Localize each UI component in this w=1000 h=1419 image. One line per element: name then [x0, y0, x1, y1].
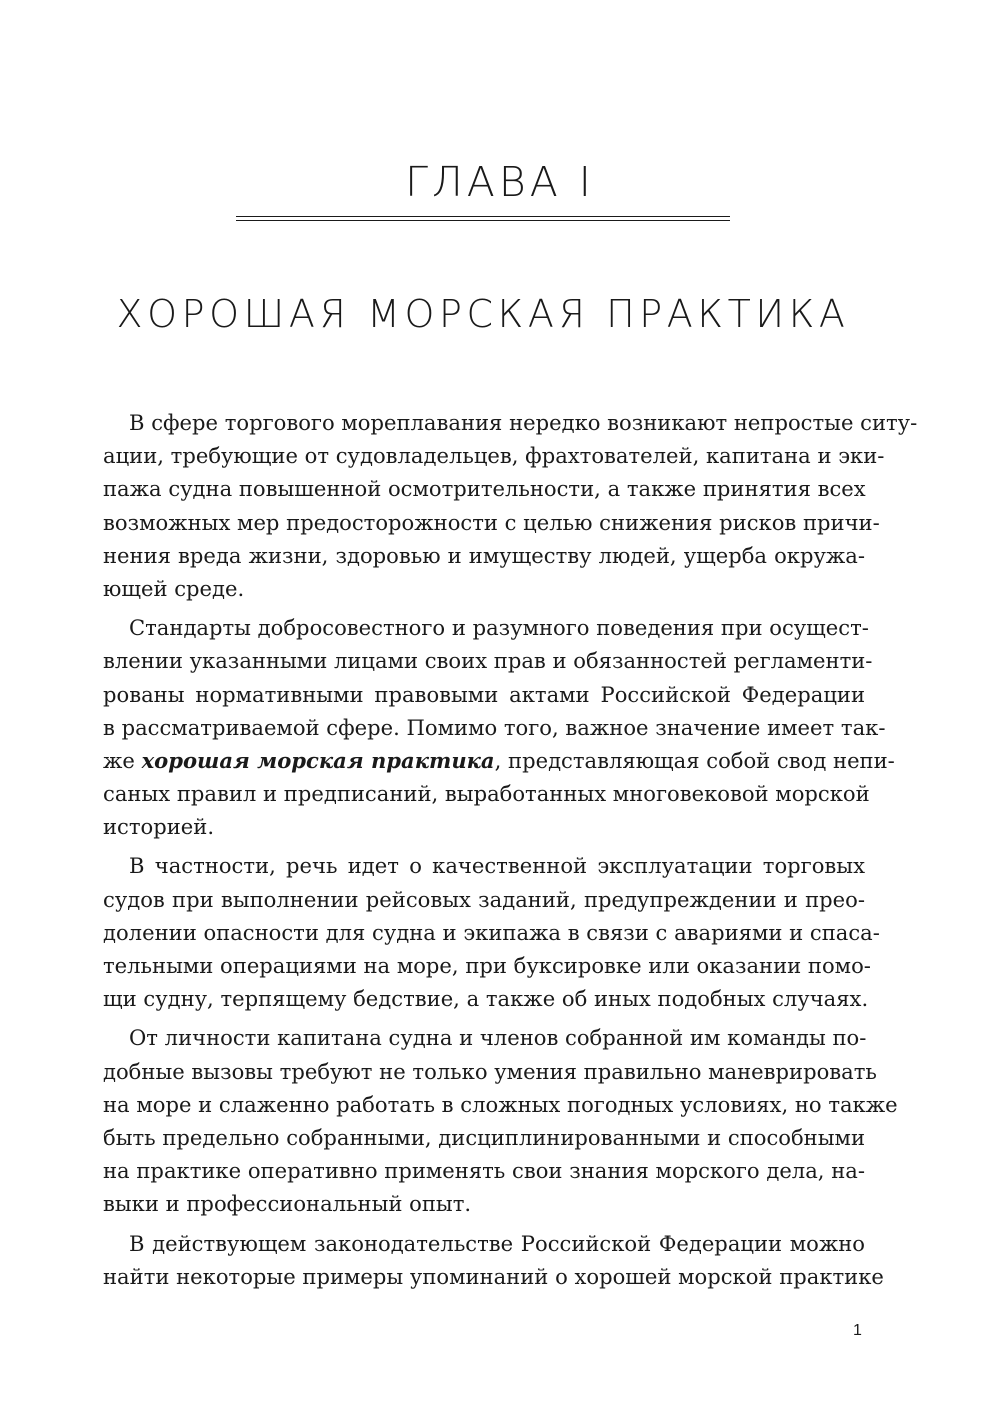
- text-fragment: , представляющая собой свод непи-: [494, 747, 895, 773]
- emphasized-term: хорошая морская практика: [141, 747, 495, 773]
- text-line: судов при выполнении рейсовых заданий, предупреждении и прео-: [103, 886, 865, 912]
- chapter-rule: [236, 216, 730, 221]
- text-line: выки и профессиональный опыт.: [103, 1191, 472, 1217]
- text-line: тельными операциями на море, при буксировке или оказании помо-: [103, 953, 871, 978]
- page-number: 1: [853, 1322, 862, 1339]
- text-line: долении опасности для судна и экипажа в связи с авариями и спаса-: [103, 919, 880, 945]
- text-line: щи судну, терпящему бедствие, а также об иных подобных случаях.: [103, 986, 869, 1012]
- text-line: найти некоторые примеры упоминаний о хорошей морской практике: [103, 1263, 884, 1289]
- text-line: быть предельно собранными, дисциплинированными и способными: [103, 1124, 866, 1150]
- text-line: пажа судна повышенной осмотрительности, а также принятия всех: [103, 476, 866, 502]
- paragraph-1: [103, 406, 918, 605]
- text-line: ющей среде.: [103, 575, 245, 601]
- text-line: саных правил и предписаний, выработанных многовековой морской: [103, 781, 870, 807]
- text-line: возможных мер предосторожности с целью снижения рисков причи-: [103, 509, 880, 535]
- text-line: В сфере торгового мореплавания нередко возникают непростые ситу-: [129, 410, 918, 435]
- text-line-with-term: [103, 744, 895, 777]
- chapter-label: ГЛАВА I: [405, 158, 595, 206]
- text-line: добные вызовы требуют не только умения правильно маневрировать: [103, 1058, 877, 1084]
- text-line: нения вреда жизни, здоровью и имуществу людей, ущерба окружа-: [103, 542, 865, 568]
- paragraph-3: [103, 849, 880, 1015]
- text-line: От личности капитана судна и членов собранной им команды по-: [129, 1025, 867, 1051]
- text-line: на море и слаженно работать в сложных погодных условиях, но также: [103, 1091, 898, 1117]
- paragraph-5: [103, 1227, 884, 1293]
- text-line: рованы нормативными правовыми актами Российской Федерации: [103, 681, 865, 707]
- text-line: Стандарты добросовестного и разумного поведения при осущест-: [129, 615, 869, 641]
- text-line: историей.: [103, 814, 215, 840]
- text-line: В частности, речь идет о качественной эксплуатации торговых: [129, 853, 865, 879]
- text-line: в рассматриваемой сфере. Помимо того, важное значение имеет так-: [103, 714, 886, 740]
- chapter-title: ХОРОШАЯ МОРСКАЯ ПРАКТИКА: [116, 292, 850, 336]
- text-fragment: же: [103, 747, 142, 773]
- text-line: влении указанными лицами своих прав и обязанностей регламенти-: [103, 648, 873, 674]
- text-line: ации, требующие от судовладельцев, фрахтователей, капитана и эки-: [103, 443, 885, 469]
- text-line: на практике оперативно применять свои знания морского дела, на-: [103, 1158, 865, 1184]
- paragraph-2: [103, 611, 895, 843]
- paragraph-4: [103, 1021, 898, 1220]
- text-line: В действующем законодательстве Российской Федерации можно: [129, 1230, 865, 1256]
- body-text: [103, 406, 918, 1293]
